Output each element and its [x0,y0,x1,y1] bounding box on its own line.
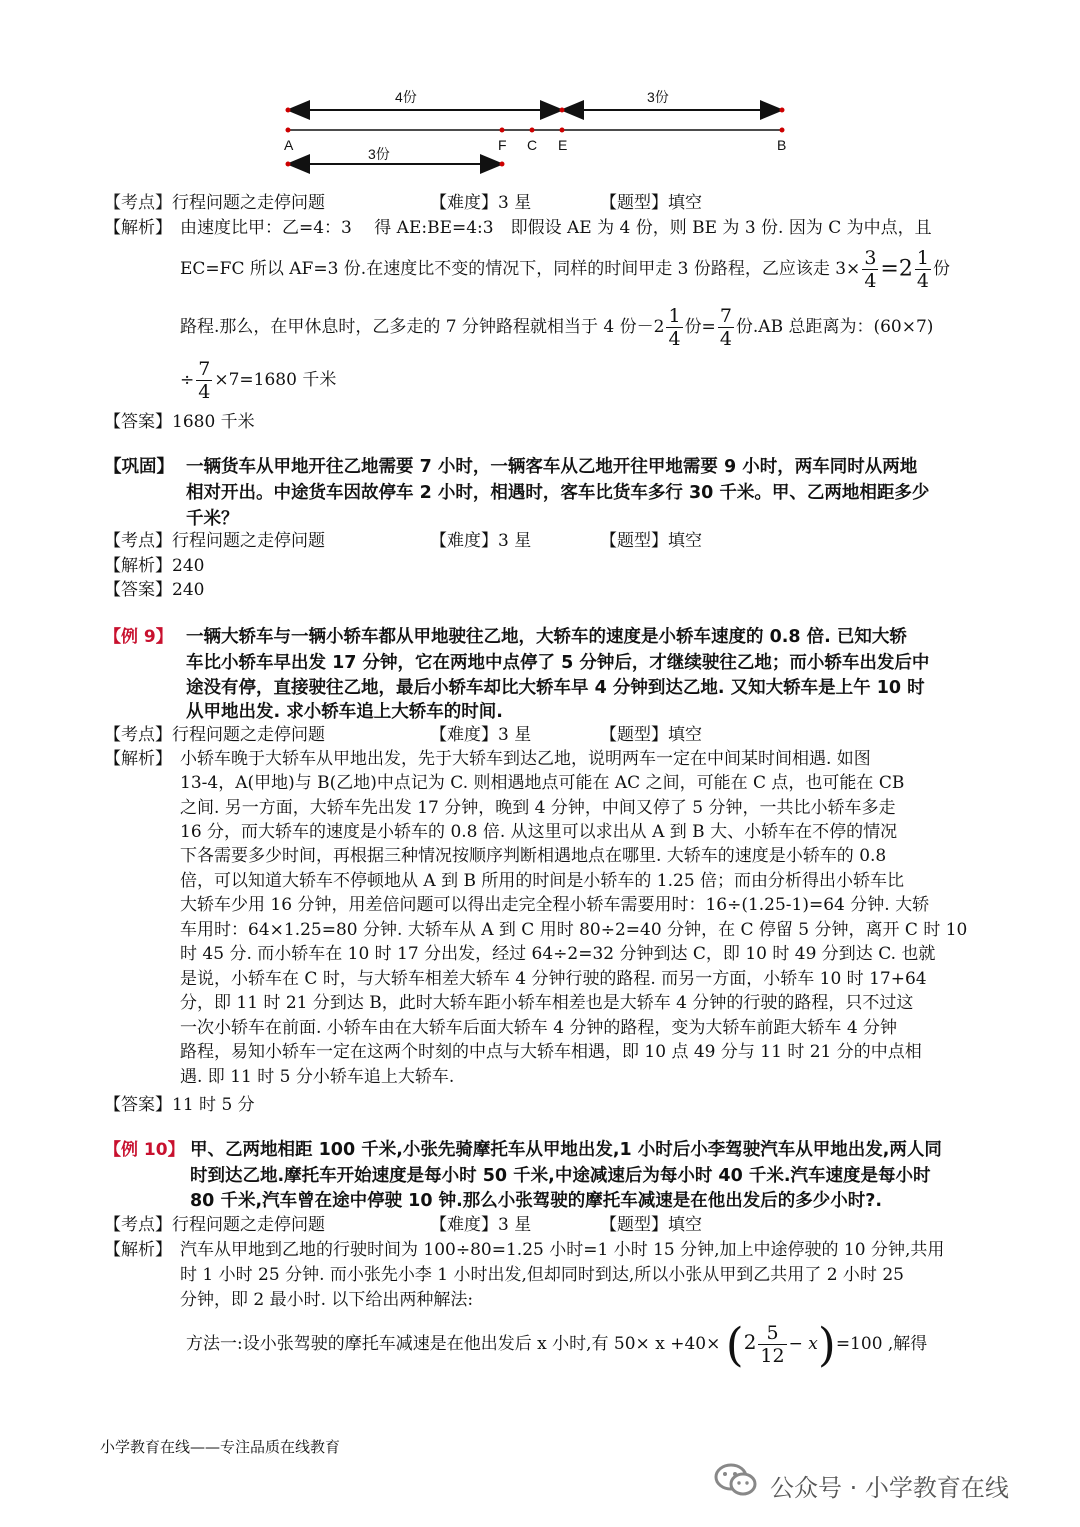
jiexi-3-line: 13-4，A(甲地)与 B(乙地)中点记为 C. 则相遇地点可能在 AC 之间，可能在 C 点，也可能在 CB [180,773,905,793]
kaodian-label: 【考点】 [104,193,172,213]
kaodian-3: 【考点】行程问题之走停问题 [104,725,325,745]
jiexi-2: 【解析】240 [104,556,205,576]
jiexi-3-line: 下各需要多少时间，再根据三种情况按顺序判断相遇地点在哪里. 大轿车的速度是小轿车的 0.8 [180,846,887,866]
kaodian-value: 行程问题之走停问题 [172,193,325,213]
jiexi-3-line: 车用时：64×1.25=80 分钟. 大轿车从 A 到 C 用时 80÷2=40 分钟，在 C 停留 5 分钟，离开 C 时 10 [180,920,968,940]
jiexi-3-line: 分，即 11 时 21 分到达 B，此时大轿车距小轿车相差也是大轿车 4 分钟的行驶的路程，只不过这 [180,993,914,1013]
nandu-3: 【难度】3 星 [430,725,532,745]
jiexi-line-3: 路程.那么，在甲休息时，乙多走的 7 分钟路程就相当于 4 份－2 $\frac{1}{4}$ 份= $\frac{7}{4}$ 份.AB 总距离为：(60×7) [180,305,934,350]
jiexi-3-line: 是说，小轿车在 C 时，与大轿车相差大轿车 4 分钟行驶的路程. 而另一方面，小轿车 10 时 17+64 [180,969,927,989]
example-9-label: 【例 9】 [104,627,173,647]
page-footer: 小学教育在线——专注品质在线教育 [100,1438,341,1456]
gonggu-q1: 一辆货车从甲地开往乙地需要 7 小时，一辆客车从乙地开往甲地需要 9 小时，两车同时从两地 [186,457,918,477]
tixing-4: 【题型】填空 [600,1215,702,1235]
kaodian-4: 【考点】行程问题之走停问题 [104,1215,325,1235]
jiexi-label-4: 【解析】 [104,1240,172,1260]
tixing-3: 【题型】填空 [600,725,702,745]
point-E: E [558,137,568,153]
kaodian-2: 【考点】行程问题之走停问题 [104,531,325,551]
label-4-parts: 4份 [395,89,417,105]
jiexi-3-line: 一次小轿车在前面. 小轿车由在大轿车后面大轿车 4 分钟的路程，变为大轿车前距大轿车 4 分钟 [180,1018,898,1038]
label-3-parts-top: 3份 [647,89,669,105]
jiexi-3-line: 遇. 即 11 时 5 分小轿车追上大轿车. [180,1067,455,1087]
jiexi-4-line: 时 1 小时 25 分钟. 而小张先小李 1 小时出发,但却同时到达,所以小张从甲到乙共用了 2 小时 25 [180,1265,904,1285]
daan-1: 【答案】1680 千米 [104,412,255,432]
jiexi-label-3: 【解析】 [104,749,172,769]
example-9-q3: 途没有停，直接驶往乙地，最后小轿车却比大轿车早 4 分钟到达乙地. 又知大轿车是上午 10 时 [186,678,925,698]
jiexi-3-line: 时 45 分. 而小轿车在 10 时 17 分出发，经过 64÷2=32 分钟到达 C，即 10 时 49 分到达 C. 也就 [180,944,936,964]
method-one-line: 方法一:设小张驾驶的摩托车减速是在他出发后 x 小时,有 50× x +40× (2 $\frac{5}{12}$ − x)=100 ,解得 [186,1317,928,1372]
wechat-icon [712,1462,760,1498]
jiexi-4-line: 分钟，即 2 最小时. 以下给出两种解法: [180,1290,474,1310]
nandu-2: 【难度】3 星 [430,531,532,551]
nandu-1: 【难度】3 星 [430,193,532,213]
example-10-q1: 甲、乙两地相距 100 千米,小张先骑摩托车从甲地出发,1 小时后小李驾驶汽车从甲地出发,两人同 [190,1140,942,1160]
jiexi-3-line: 倍，可以知道大轿车不停顿地从 A 到 B 所用的时间是小轿车的 1.25 倍；而由分析得出小轿车比 [180,871,905,891]
tixing-2: 【题型】填空 [600,531,702,551]
gonggu-q3: 千米？ [186,509,239,529]
point-F: F [498,137,507,153]
jiexi-line-1: 由速度比甲：乙=4：3 得 AE:BE=4:3 即假设 AE 为 4 份，则 BE 为 3 份. 因为 C 为中点，且 [180,218,932,238]
jiexi-4-line: 汽车从甲地到乙地的行驶时间为 100÷80=1.25 小时=1 小时 15 分钟,加上中途停驶的 10 分钟,共用 [180,1240,945,1260]
gonggu-q2: 相对开出。中途货车因故停车 2 小时，相遇时，客车比货车多行 30 千米。甲、乙两地相距多少 [186,483,930,503]
example-9-q1: 一辆大轿车与一辆小轿车都从甲地驶往乙地，大轿车的速度是小轿车速度的 0.8 倍. 已知大轿 [186,627,907,647]
jiexi-line-4: ÷ $\frac{7}{4}$ ×7=1680 千米 [180,358,337,403]
jiexi-3-line: 路程，易知小轿车一定在这两个时刻的中点与大轿车相遇，即 10 点 49 分与 11 时 21 分的中点相 [180,1042,922,1062]
jiexi-3-line: 小轿车晚于大轿车从甲地出发，先于大轿车到达乙地，说明两车一定在中间某时间相遇. 如图 [180,749,871,769]
jiexi-3-line: 16 分，而大轿车的速度是小轿车的 0.8 倍. 从这里可以求出从 A 到 B 大、小轿车在不停的情况 [180,822,898,842]
nandu-4: 【难度】3 星 [430,1215,532,1235]
example-10-q3: 80 千米,汽车曾在途中停驶 10 钟.那么小张驾驶的摩托车减速是在他出发后的多少小时?. [190,1191,883,1211]
jiexi-3-line: 大轿车少用 16 分钟，用差倍问题可以得出走完全程小轿车需要用时：16÷(1.25-1)=64 分钟. 大轿 [180,895,930,915]
example-10-q2: 时到达乙地.摩托车开始速度是每小时 50 千米,中途减速后为每小时 40 千米.汽车速度是每小时 [190,1166,931,1186]
example-9-q4: 从甲地出发. 求小轿车追上大轿车的时间. [186,702,503,722]
daan-2: 【答案】240 [104,580,205,600]
gonggu-label: 【巩固】 [104,457,174,477]
example-9-q2: 车比小轿车早出发 17 分钟，它在两地中点停了 5 分钟后，才继续驶往乙地；而小轿车出发后中 [186,653,930,673]
meta-row-1 [104,191,325,215]
point-A: A [284,137,294,153]
tixing-1: 【题型】填空 [600,193,702,213]
jiexi-line-2: EC=FC 所以 AF=3 份.在速度比不变的情况下，同样的时间甲走 3 份路程，乙应该走 3× $\frac{3}{4}$ =2 $\frac{1}{4}$ 份 [180,247,950,292]
jiexi-label-1: 【解析】 [104,218,172,238]
point-C: C [527,137,538,153]
jiexi-3-line: 之间. 另一方面，大轿车先出发 17 分钟，晚到 4 分钟，中间又停了 5 分钟，一共比小轿车多走 [180,798,896,818]
line-segment-diagram [270,80,810,180]
watermark: 公众号 · 小学教育在线 [770,1474,1009,1502]
example-10-label: 【例 10】 [104,1140,185,1160]
daan-3: 【答案】11 时 5 分 [104,1095,255,1115]
label-3-parts-bottom: 3份 [368,146,390,162]
point-B: B [777,137,787,153]
